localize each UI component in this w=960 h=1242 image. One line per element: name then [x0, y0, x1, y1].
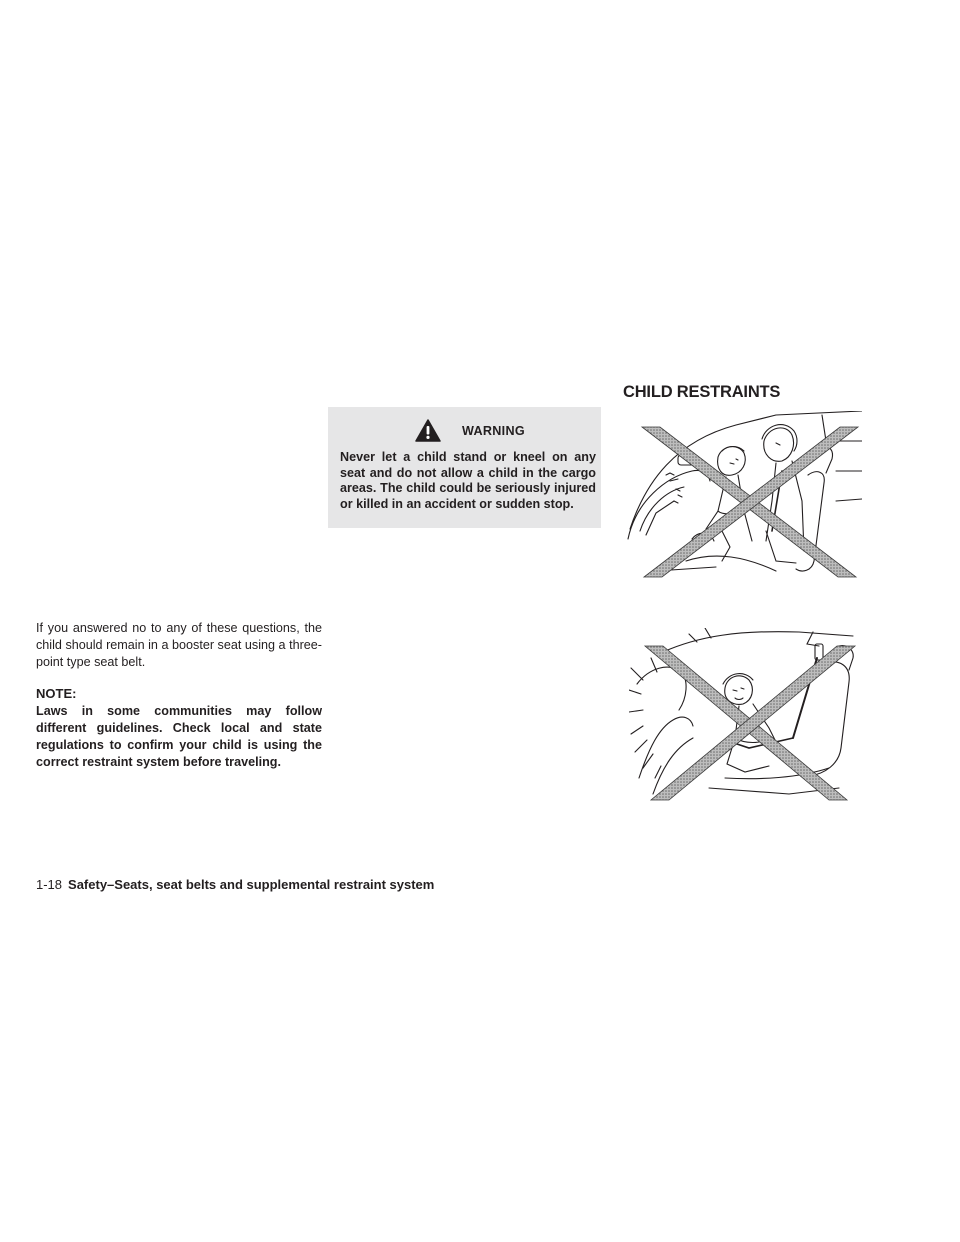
warning-title: WARNING [462, 424, 525, 438]
note-heading: NOTE: [36, 686, 77, 701]
page-footer [36, 877, 434, 892]
warning-triangle-icon [415, 419, 441, 442]
note-text: Laws in some communities may follow different guidelines. Check local and state regulations to confirm your child is using the correct restraint system before traveling. [36, 704, 322, 769]
warning-text: Never let a child stand or kneel on any seat and do not allow a child in the cargo areas. The child could be seriously injured or killed in an accident or sudden stop. [340, 450, 596, 511]
child-front-seat-airbag-illustration [629, 628, 863, 804]
left-column [36, 620, 322, 771]
warning-header [328, 417, 601, 443]
chapter-title: Safety–Seats, seat belts and supplemental restraint system [68, 877, 435, 892]
page-number: 1-18 [36, 877, 63, 892]
child-standing-illustration [626, 411, 862, 581]
warning-box [328, 407, 601, 528]
section-heading: CHILD RESTRAINTS [623, 383, 781, 401]
booster-seat-paragraph: If you answered no to any of these questions, the child should remain in a booster seat using a three-point type seat belt. [36, 621, 322, 669]
